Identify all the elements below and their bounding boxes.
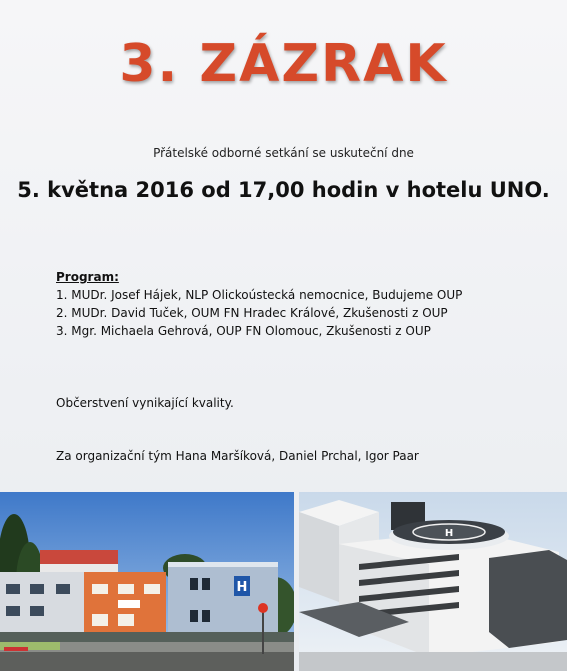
program-item: 1. MUDr. Josef Hájek, NLP Olickoústecká nemocnice, Budujeme OUP bbox=[56, 288, 463, 302]
svg-text:H: H bbox=[444, 528, 454, 539]
hospital-building-photo bbox=[0, 492, 294, 671]
program-label: Program: bbox=[56, 270, 119, 284]
program-section bbox=[56, 268, 556, 340]
svg-text:H: H bbox=[236, 580, 248, 595]
event-title: 3. ZÁZRAK bbox=[119, 34, 448, 94]
program-item: 3. Mgr. Michaela Gehrová, OUP FN Olomouc, Zkušenosti z OUP bbox=[56, 324, 431, 338]
organizing-team: Za organizační tým Hana Maršíková, Daniel Prchal, Igor Paar bbox=[56, 449, 419, 463]
hospital-rendering-photo bbox=[299, 492, 567, 671]
intro-text: Přátelské odborné setkání se uskuteční dne bbox=[153, 146, 414, 160]
refreshments-note: Občerstvení vynikající kvality. bbox=[56, 396, 234, 410]
event-date-location: 5. května 2016 od 17,00 hodin v hotelu UNO. bbox=[17, 178, 550, 202]
program-item: 2. MUDr. David Tuček, OUM FN Hradec Králové, Zkušenosti z OUP bbox=[56, 306, 448, 320]
